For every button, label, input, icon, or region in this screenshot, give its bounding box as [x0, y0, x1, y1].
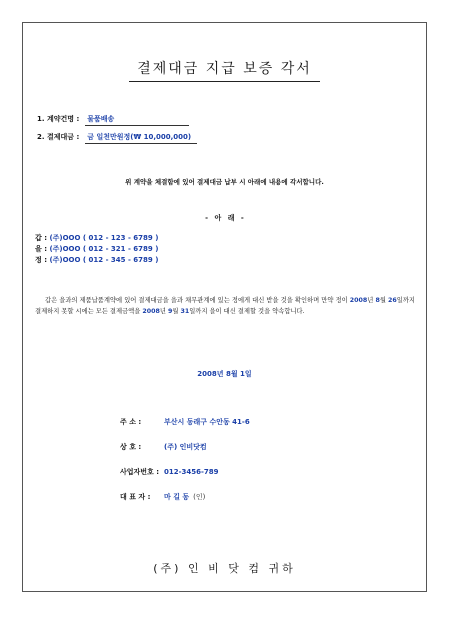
- party-value: (주)OOO ( 012 - 123 - 6789 ): [49, 234, 159, 242]
- body-text-segment: 년: [367, 297, 376, 304]
- field-value: 물품배송: [85, 114, 189, 126]
- party-gap: [35, 233, 158, 243]
- field-payment-amount: [37, 132, 197, 144]
- field-value: 금 일천만원정(₩ 10,000,000): [85, 132, 197, 144]
- field-contract-name: [37, 114, 189, 126]
- body-date-highlight: 2008: [142, 308, 160, 315]
- party-label: 정 :: [35, 256, 50, 264]
- info-value: 마 길 동: [164, 493, 190, 501]
- body-paragraph: [35, 295, 415, 317]
- body-text-segment: 일까지 을이 대신 결제할 것을 약속합니다.: [189, 308, 305, 315]
- info-label: 대 표 자 :: [120, 493, 151, 501]
- body-text-segment: 월: [172, 308, 181, 315]
- info-label: 주 소 :: [120, 418, 142, 426]
- info-label: 상 호 :: [120, 443, 142, 451]
- info-business-number: [120, 467, 219, 477]
- party-jeong: [35, 255, 158, 265]
- footer-recipient: (주) 인 비 닷 컴 귀하: [153, 562, 296, 575]
- info-value: (주) 인비닷컴: [164, 443, 207, 451]
- body-date-highlight: 2008: [349, 297, 368, 304]
- body-text-segment: 일까지 결제하지 못할 시에는 모든 결제금액을: [35, 297, 415, 315]
- intro-text: 위 계약을 체결함에 있어 결제대금 납부 시 아래에 내용에 각서합니다.: [125, 178, 324, 186]
- document-page: [22, 22, 427, 592]
- info-address: [120, 417, 250, 427]
- field-label: 2. 결제대금 :: [37, 133, 80, 141]
- body-date-highlight: 9: [167, 308, 173, 315]
- info-representative: [120, 492, 205, 502]
- body-text-segment: 년: [159, 308, 168, 315]
- party-label: 갑 :: [35, 234, 50, 242]
- body-date-highlight: 31: [180, 308, 190, 315]
- info-company-name: [120, 442, 207, 452]
- party-eul: [35, 244, 158, 254]
- info-value: 012-3456-789: [164, 468, 219, 476]
- body-text-segment: 갑은 을과의 제품납품계약에 있어 결제대금을 을과 채무관계에 있는 정에게 대신 받을 것을 확인하며 만약 정이: [45, 297, 350, 304]
- body-text-segment: 월: [379, 297, 388, 304]
- below-heading: - 아 래 -: [205, 214, 244, 222]
- body-date-highlight: 8: [375, 297, 380, 304]
- info-value: 부산시 동래구 수안동 41-6: [164, 418, 250, 426]
- document-date: 2008년 8월 1일: [197, 370, 252, 378]
- party-value: (주)OOO ( 012 - 345 - 6789 ): [49, 256, 159, 264]
- party-value: (주)OOO ( 012 - 321 - 6789 ): [49, 245, 159, 253]
- info-label: 사업자번호 :: [120, 468, 160, 476]
- party-label: 을 :: [35, 245, 50, 253]
- document-title: 결제대금 지급 보증 각서: [129, 58, 320, 82]
- body-date-highlight: 26: [387, 297, 397, 304]
- field-label: 1. 계약건명 :: [37, 115, 80, 123]
- title-wrap: [23, 58, 426, 82]
- seal-mark: (인): [193, 493, 206, 501]
